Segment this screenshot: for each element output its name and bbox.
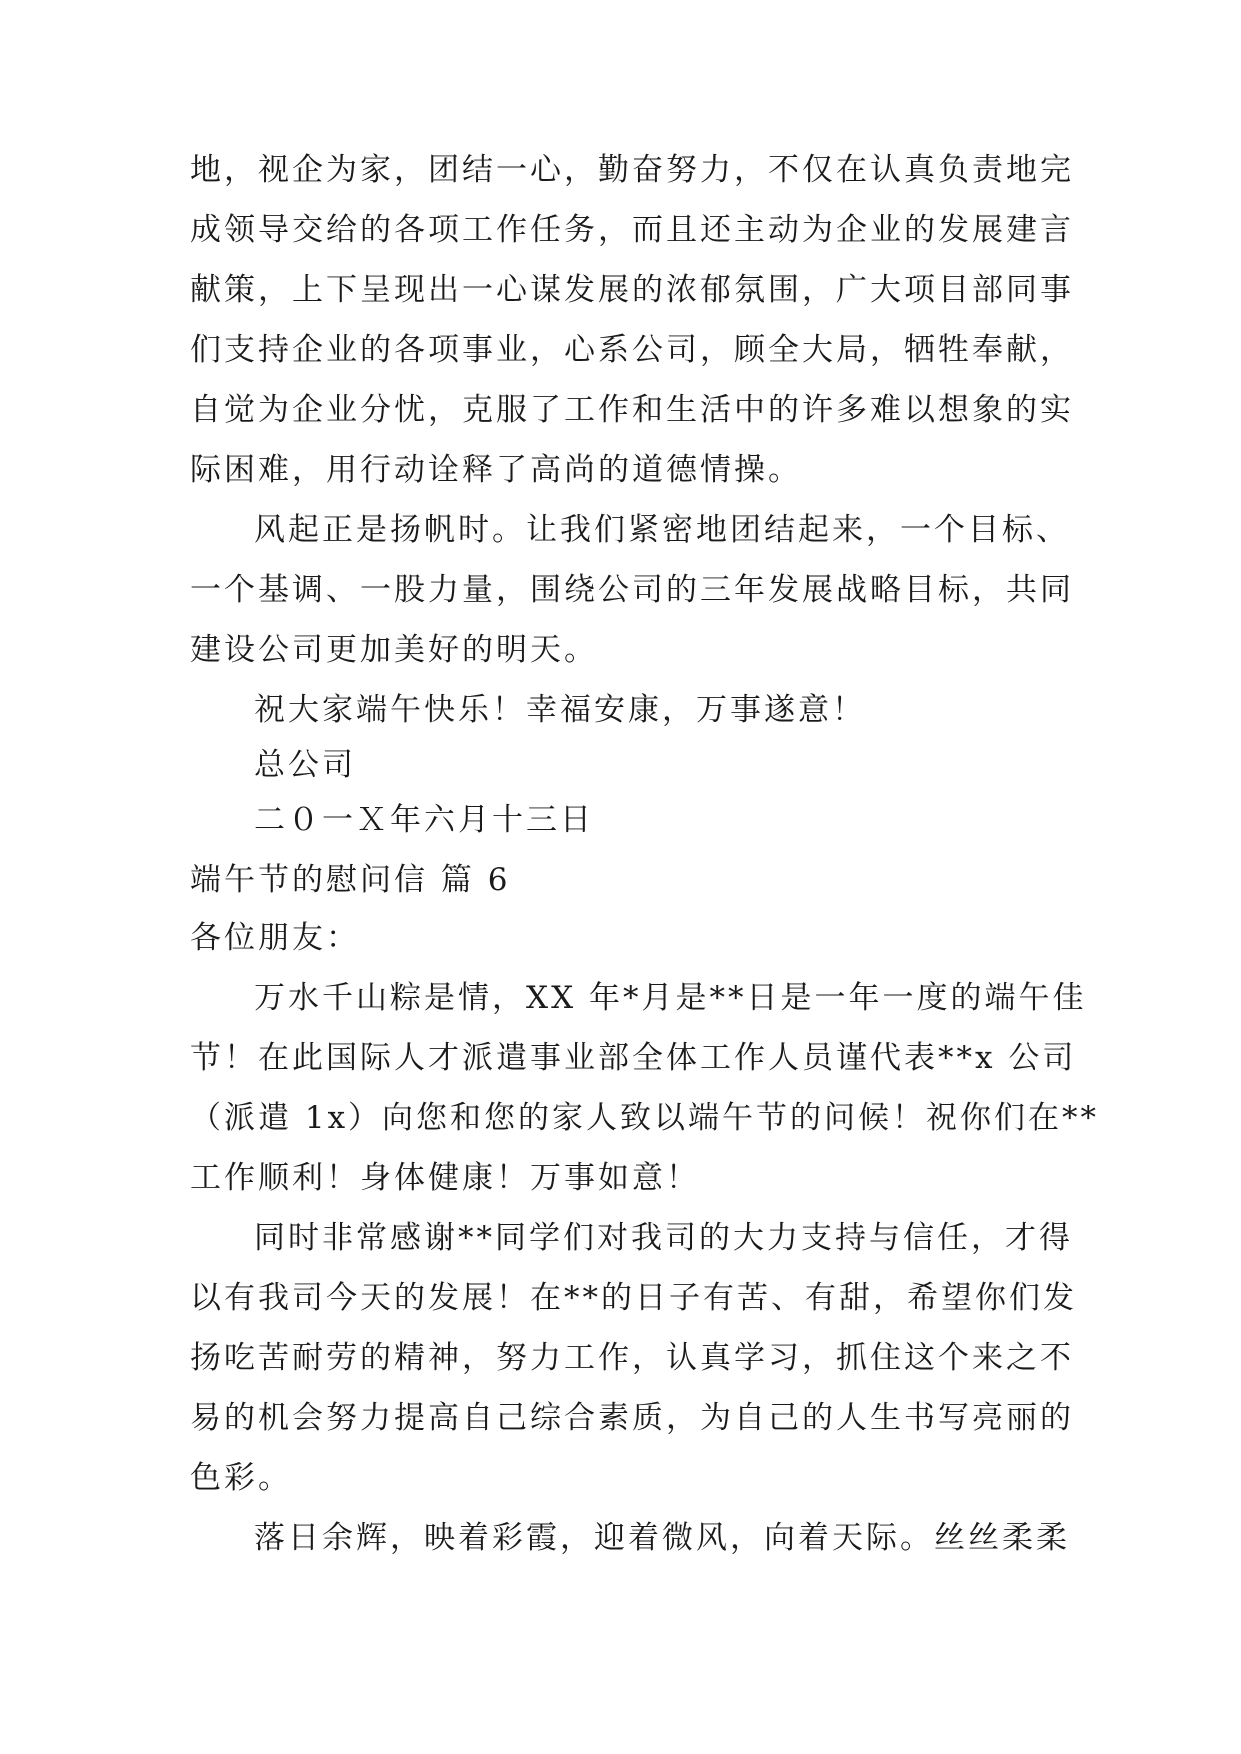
paragraph-line: 节！在此国际人才派遣事业部全体工作人员谨代表**x 公司 xyxy=(190,1040,1077,1076)
paragraph-line: 易的机会努力提高自己综合素质，为自己的人生书写亮丽的 xyxy=(190,1400,1074,1436)
paragraph-line: （派遣 1x）向您和您的家人致以端午节的问候！祝你们在** xyxy=(190,1100,1100,1136)
paragraph-line: 扬吃苦耐劳的精神，努力工作，认真学习，抓住这个来之不 xyxy=(190,1340,1074,1376)
paragraph-line: 自觉为企业分忧，克服了工作和生活中的许多难以想象的实 xyxy=(190,392,1074,428)
paragraph-line: 以有我司今天的发展！在**的日子有苦、有甜，希望你们发 xyxy=(190,1280,1077,1316)
paragraph-line: 同时非常感谢**同学们对我司的大力支持与信任，才得 xyxy=(254,1220,1073,1256)
paragraph-line: 地，视企为家，团结一心，勤奋努力，不仅在认真负责地完 xyxy=(190,152,1074,188)
paragraph-line: 落日余辉，映着彩霞，迎着微风，向着天际。丝丝柔柔 xyxy=(254,1520,1070,1556)
paragraph-line: 万水千山粽是情，XX 年*月是**日是一年一度的端午佳 xyxy=(254,980,1087,1016)
paragraph-line: 风起正是扬帆时。让我们紧密地团结起来，一个目标、 xyxy=(254,512,1070,548)
paragraph-line: 色彩。 xyxy=(190,1460,292,1496)
section-title: 端午节的慰问信 篇 6 xyxy=(190,862,511,898)
paragraph-line: 建设公司更加美好的明天。 xyxy=(190,632,598,668)
paragraph-line: 际困难，用行动诠释了高尚的道德情操。 xyxy=(190,452,802,488)
signature: 总公司 xyxy=(254,747,356,783)
paragraph-line: 工作顺利！身体健康！万事如意！ xyxy=(190,1160,700,1196)
paragraph-line: 们支持企业的各项事业，心系公司，顾全大局，牺牲奉献， xyxy=(190,332,1074,368)
closing-wish: 祝大家端午快乐！幸福安康，万事遂意！ xyxy=(254,692,866,728)
salutation: 各位朋友： xyxy=(190,920,360,956)
paragraph-line: 献策，上下呈现出一心谋发展的浓郁氛围，广大项目部同事 xyxy=(190,272,1074,308)
paragraph-line: 成领导交给的各项工作任务，而且还主动为企业的发展建言 xyxy=(190,212,1074,248)
paragraph-line: 一个基调、一股力量，围绕公司的三年发展战略目标，共同 xyxy=(190,572,1074,608)
date-line: 二０一Ｘ年六月十三日 xyxy=(254,802,594,838)
